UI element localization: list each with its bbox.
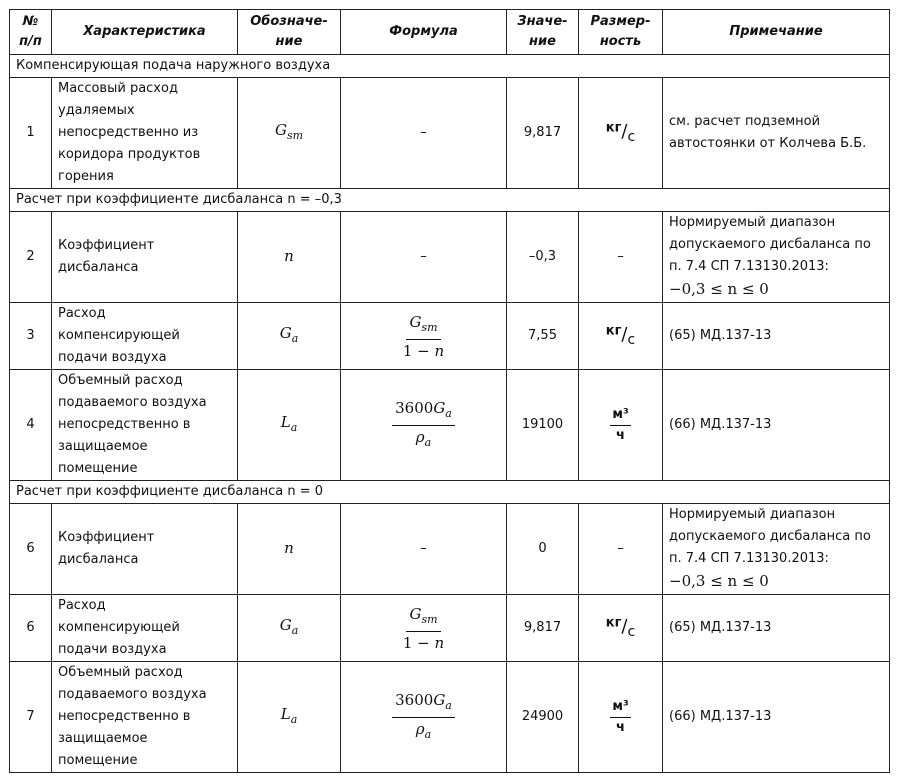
row-formula: – <box>341 212 507 303</box>
row-formula: $\frac{G_{sm}}{1 - n}$ <box>341 303 507 370</box>
row-characteristic: Объемный расход подаваемого воздуха непосредственно в защищаемое помещение <box>52 662 238 773</box>
header-symbol: Обозначе-ние <box>238 10 341 55</box>
range-formula: −0,3 ≤ n ≤ 0 <box>669 280 769 298</box>
header-unit: Размер-ность <box>579 10 663 55</box>
section-title: Расчет при коэффициенте дисбаланса n = 0 <box>10 481 890 504</box>
row-num: 6 <box>10 595 52 662</box>
table-row <box>10 212 890 303</box>
section-title: Компенсирующая подача наружного воздуха <box>10 55 890 78</box>
row-unit: кг/с <box>579 595 663 662</box>
row-unit: $\frac{\text{м³}}{ч}$ <box>579 662 663 773</box>
header-note: Примечание <box>663 10 890 55</box>
header-num: № п/п <box>10 10 52 55</box>
row-value: –0,3 <box>507 212 579 303</box>
row-num: 2 <box>10 212 52 303</box>
row-note: Нормируемый диапазон допускаемого дисбаланса по п. 7.4 СП 7.13130.2013: −0,3 ≤ n ≤ 0 <box>663 212 890 303</box>
row-note: см. расчет подземной автостоянки от Колчева Б.Б. <box>663 78 890 189</box>
header-characteristic: Характеристика <box>52 10 238 55</box>
row-note: (66) МД.137-13 <box>663 370 890 481</box>
header-formula: Формула <box>341 10 507 55</box>
header-value: Значе-ние <box>507 10 579 55</box>
header-row <box>10 10 890 55</box>
row-value: 9,817 <box>507 595 579 662</box>
row-unit: кг/с <box>579 78 663 189</box>
section-row <box>10 55 890 78</box>
row-symbol: $L_a$ <box>238 662 341 773</box>
row-characteristic: Объемный расход подаваемого воздуха непосредственно в защищаемое помещение <box>52 370 238 481</box>
row-value: 24900 <box>507 662 579 773</box>
row-formula: $\frac{G_{sm}}{1 - n}$ <box>341 595 507 662</box>
row-note: (65) МД.137-13 <box>663 303 890 370</box>
calculation-table <box>9 9 890 773</box>
row-formula: – <box>341 78 507 189</box>
row-unit: – <box>579 504 663 595</box>
row-value: 9,817 <box>507 78 579 189</box>
row-symbol: n <box>238 212 341 303</box>
row-characteristic: Коэффициент дисбаланса <box>52 212 238 303</box>
row-unit: $\frac{\text{м³}}{ч}$ <box>579 370 663 481</box>
table-row <box>10 303 890 370</box>
row-num: 3 <box>10 303 52 370</box>
row-value: 0 <box>507 504 579 595</box>
section-title: Расчет при коэффициенте дисбаланса n = –0,3 <box>10 189 890 212</box>
row-formula: $\frac{3600G_a}{\rho_a}$ <box>341 662 507 773</box>
row-unit: – <box>579 212 663 303</box>
table-row <box>10 370 890 481</box>
row-num: 1 <box>10 78 52 189</box>
row-characteristic: Расход компенсирующей подачи воздуха <box>52 595 238 662</box>
row-characteristic: Расход компенсирующей подачи воздуха <box>52 303 238 370</box>
table-row <box>10 595 890 662</box>
row-symbol: $G_a$ <box>238 303 341 370</box>
row-symbol: $G_a$ <box>238 595 341 662</box>
row-symbol: $L_a$ <box>238 370 341 481</box>
row-num: 7 <box>10 662 52 773</box>
row-value: 7,55 <box>507 303 579 370</box>
row-num: 6 <box>10 504 52 595</box>
row-value: 19100 <box>507 370 579 481</box>
row-characteristic: Массовый расход удаляемых непосредственно из коридора продуктов горения <box>52 78 238 189</box>
table-row <box>10 662 890 773</box>
range-formula: −0,3 ≤ n ≤ 0 <box>669 572 769 590</box>
row-symbol: $G_{sm}$ <box>238 78 341 189</box>
row-num: 4 <box>10 370 52 481</box>
row-symbol: n <box>238 504 341 595</box>
row-note: (65) МД.137-13 <box>663 595 890 662</box>
row-formula: – <box>341 504 507 595</box>
row-formula: $\frac{3600G_a}{\rho_a}$ <box>341 370 507 481</box>
row-unit: кг/с <box>579 303 663 370</box>
table-row <box>10 78 890 189</box>
row-note: Нормируемый диапазон допускаемого дисбаланса по п. 7.4 СП 7.13130.2013: −0,3 ≤ n ≤ 0 <box>663 504 890 595</box>
row-characteristic: Коэффициент дисбаланса <box>52 504 238 595</box>
section-row <box>10 189 890 212</box>
section-row <box>10 481 890 504</box>
table-row <box>10 504 890 595</box>
row-note: (66) МД.137-13 <box>663 662 890 773</box>
